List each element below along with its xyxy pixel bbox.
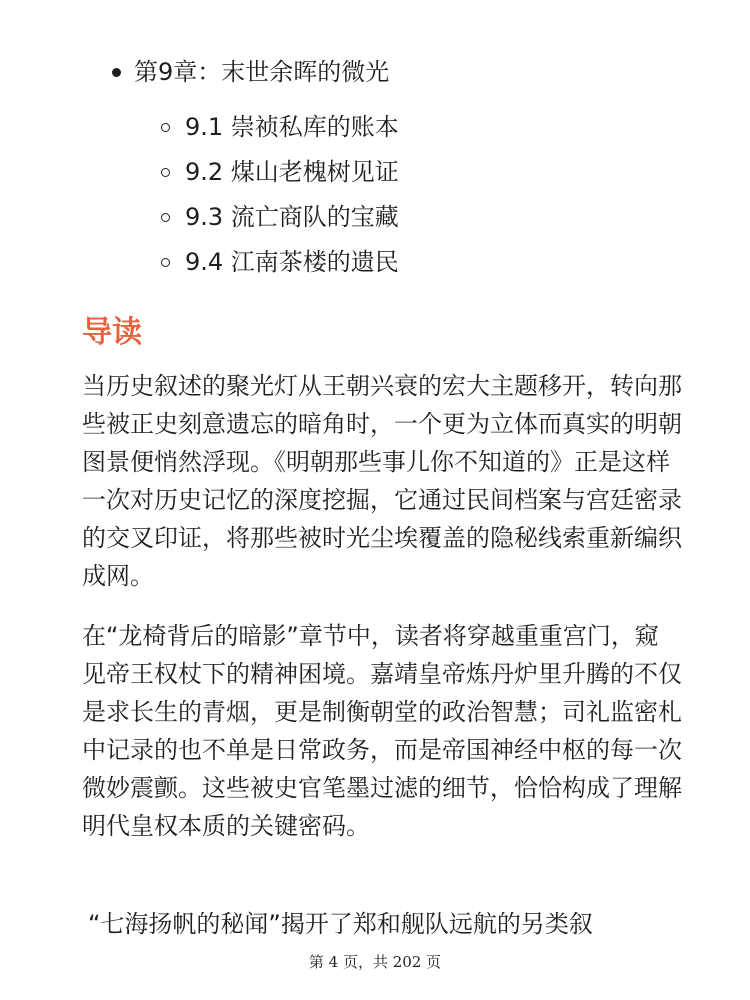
bullet-circle-icon [161,258,170,267]
toc-section-item [161,105,399,150]
toc-section-title: 9.1 崇祯私库的账本 [185,113,399,141]
bullet-circle-icon [161,123,170,132]
intro-paragraph: 在“龙椅背后的暗影”章节中，读者将穿越重重宫门，窥见帝王权杖下的精神困境。嘉靖皇帝炼丹炉里升腾的不仅是求长生的青烟，更是制衡朝堂的政治智慧；司礼监密札中记录的也不单是日常政务，而是帝国神经中枢的每一次微妙震颤。这些被史官笔墨过滤的细节，恰恰构成了理解明代皇权本质的关键密码。 [82,622,682,840]
toc-section-title: 9.2 煤山老槐树见证 [185,158,399,186]
page-indicator: 第 4 页，共 202 页 [308,953,442,971]
intro-paragraph: 当历史叙述的聚光灯从王朝兴衰的宏大主题移开，转向那些被正史刻意遗忘的暗角时，一个更为立体而真实的明朝图景便悄然浮现。《明朝那些事儿你不知道的》正是这样一次对历史记忆的深度挖掘，它通过民间档案与宫廷密录的交叉印证，将那些被时光尘埃覆盖的隐秘线索重新编织成网。 [82,372,682,590]
bullet-circle-icon [161,168,170,177]
bullet-circle-icon [161,213,170,222]
toc-section-item [161,150,399,195]
toc-chapter-title: 第9章：末世余晖的微光 [134,58,390,86]
toc-section-item [161,195,399,240]
intro-paragraph-truncated: “七海扬帆的秘闻”揭开了郑和舰队远航的另类叙 [88,910,593,938]
toc-section-item [161,240,399,285]
toc-section-title: 9.3 流亡商队的宝藏 [185,203,399,231]
toc-chapter-item [112,50,389,94]
intro-heading: 导读 [82,315,142,350]
toc-section-list [161,105,399,285]
toc-section-title: 9.4 江南茶楼的遗民 [185,248,399,276]
bullet-disc-icon [112,68,121,77]
